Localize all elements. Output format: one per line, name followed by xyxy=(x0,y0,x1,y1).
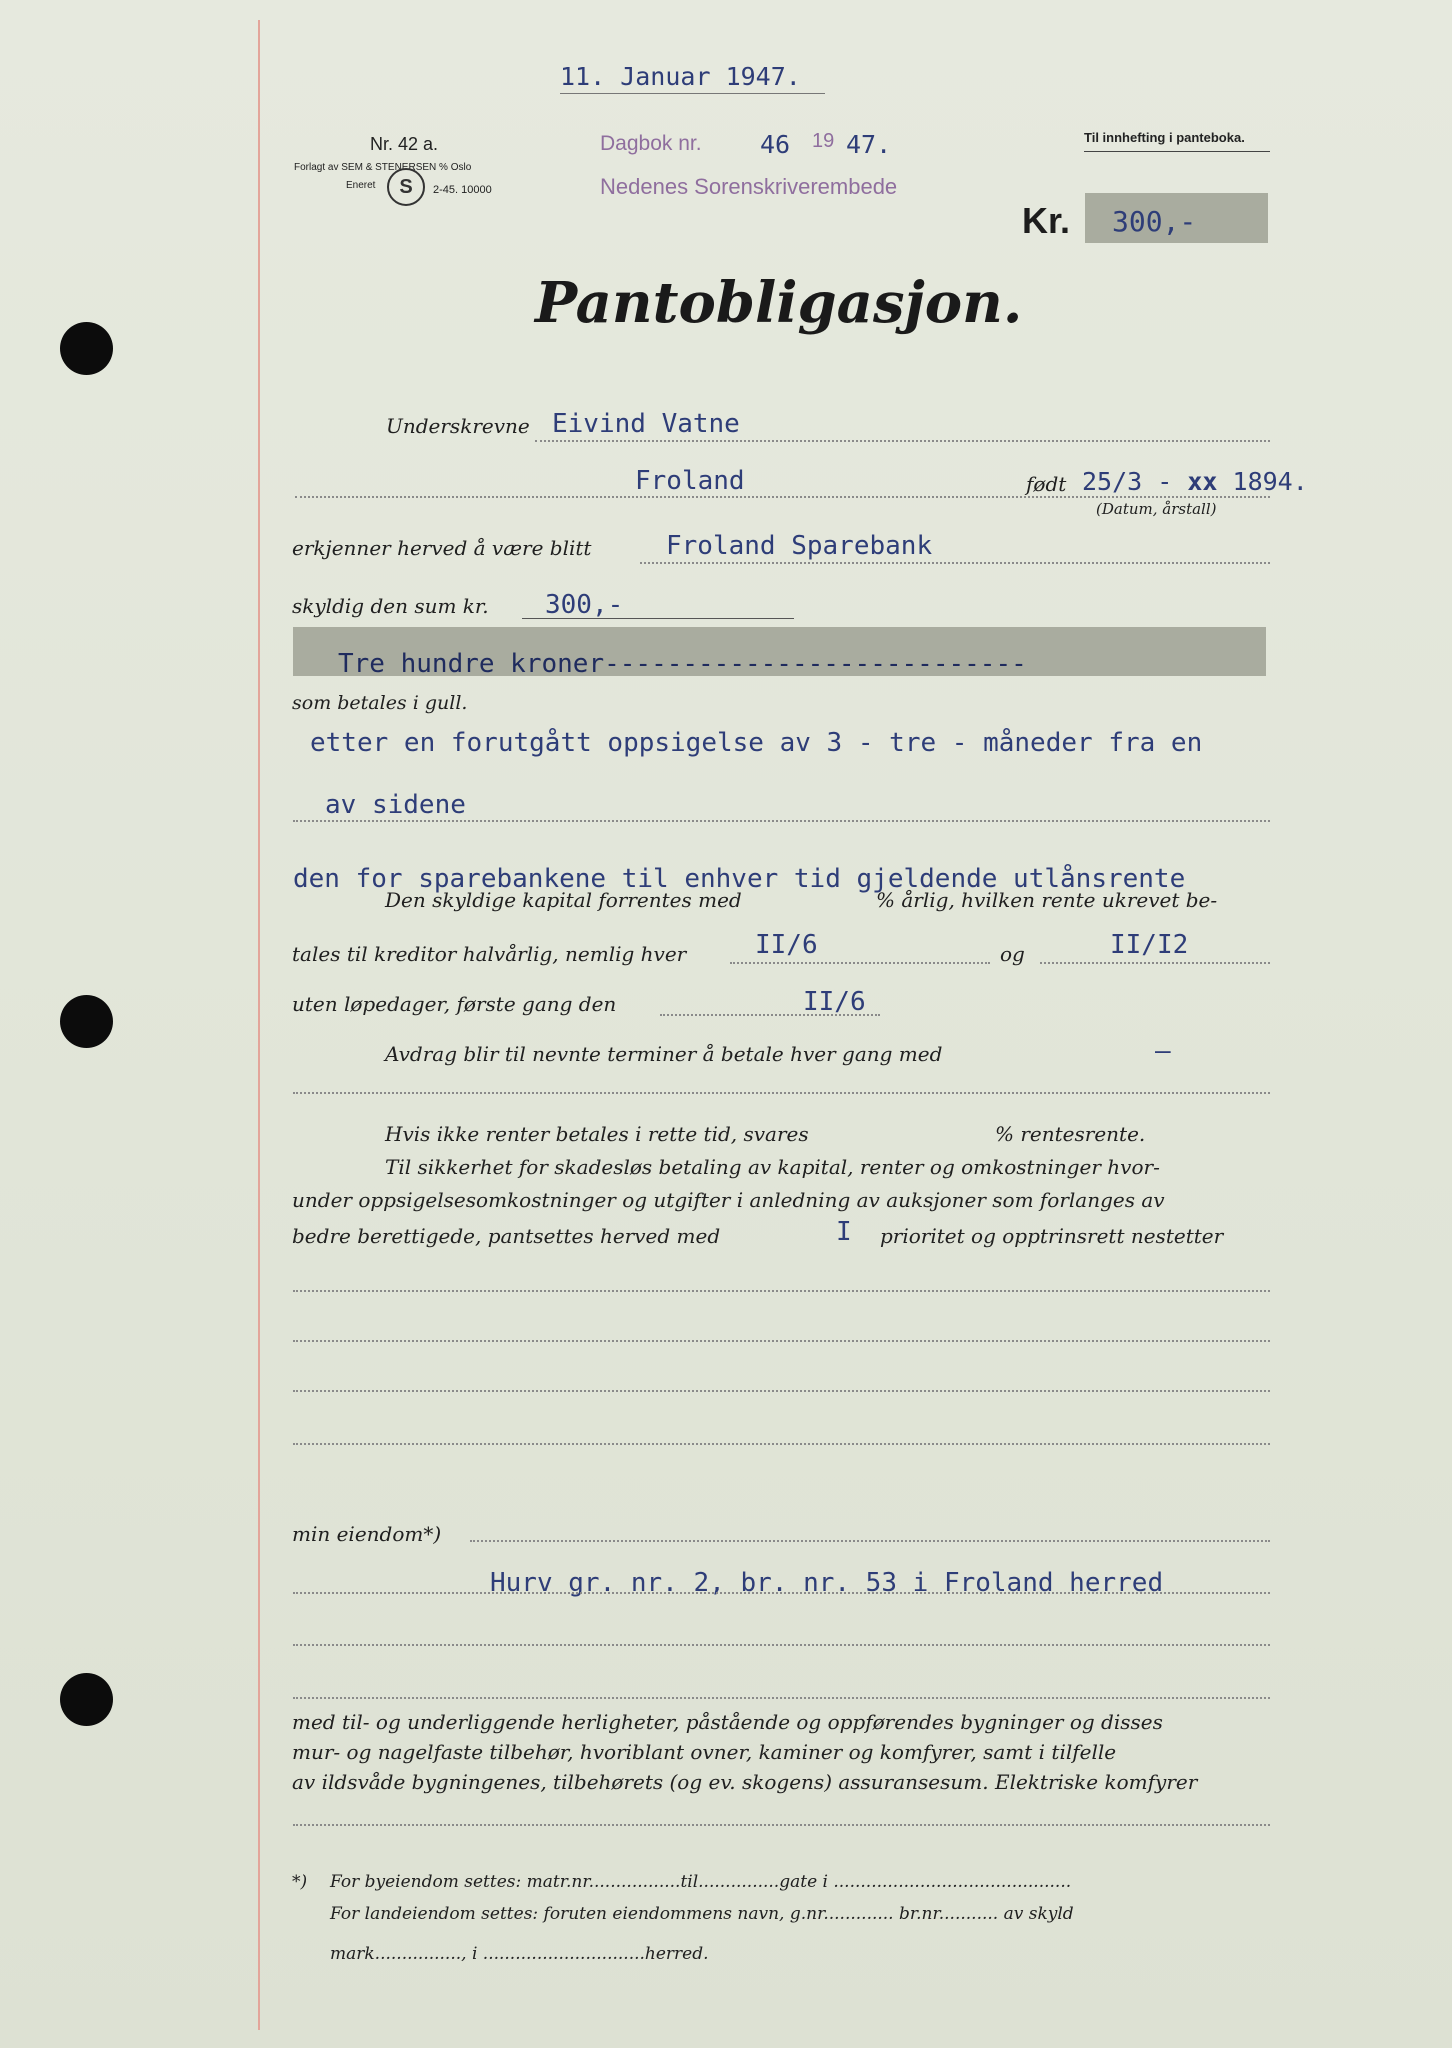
place-line xyxy=(295,496,1270,498)
born-date: 25/3 - xx 1894. xyxy=(1082,467,1308,496)
paid-date-1: II/6 xyxy=(755,930,818,960)
blank-line xyxy=(293,1290,1270,1292)
property-description: Hurv gr. nr. 2, br. nr. 53 i Froland herred xyxy=(490,1568,1164,1598)
date-line: 11. Januar 1947. xyxy=(560,62,801,91)
punch-hole xyxy=(60,322,113,375)
clause-line xyxy=(293,1824,1270,1826)
acknowledge-label: erkjenner herved å være blitt xyxy=(292,536,592,560)
installment-line xyxy=(293,1092,1270,1094)
blank-line xyxy=(293,1644,1270,1646)
diary-year-prefix: 19 xyxy=(812,130,835,152)
footnote-line-2: For landeiendom settes: foruten eiendommens navn, g.nr............. br.nr........... av skyld xyxy=(330,1904,1074,1924)
paid-date-1-line xyxy=(730,962,990,964)
property-line xyxy=(293,1592,1270,1594)
terms-line xyxy=(293,820,1270,822)
property-label: min eiendom*) xyxy=(292,1522,442,1546)
blank-line xyxy=(293,1443,1270,1445)
penalty-label-a: Hvis ikke renter betales i rette tid, svares xyxy=(385,1122,809,1146)
document-title: Pantobligasjon. xyxy=(535,270,1023,336)
clause-line-1: med til- og underliggende herligheter, påstående og oppførendes bygninger og disses xyxy=(292,1710,1163,1734)
interest-printed-b: % årlig, hvilken rente ukrevet be- xyxy=(876,888,1218,912)
date-underline xyxy=(560,93,825,94)
publisher-line: Forlagt av SEM & STENERSEN % Oslo xyxy=(294,162,472,173)
red-margin-line xyxy=(258,20,260,2030)
binding-note: Til innhefting i panteboka. xyxy=(1084,130,1245,145)
security-line-1: Til sikkerhet for skadesløs betaling av kapital, renter og omkostninger hvor- xyxy=(385,1155,1160,1179)
punch-hole xyxy=(60,995,113,1048)
installment-value: – xyxy=(1155,1036,1171,1066)
security-line-2: under oppsigelsesomkostninger og utgifter i anledning av auksjoner som forlanges av xyxy=(292,1188,1165,1212)
publisher-logo: S xyxy=(387,168,425,206)
interest-typed: den for sparebankene til enhver tid gjeldende utlånsrente xyxy=(293,864,1186,894)
undersigned-name: Eivind Vatne xyxy=(552,409,740,439)
terms-line-2: av sidene xyxy=(325,790,466,820)
office-stamp: Nedenes Sorenskriverembede xyxy=(600,174,898,199)
installment-label: Avdrag blir til nevnte terminer å betale hver gang med xyxy=(385,1042,943,1066)
blank-line xyxy=(293,1390,1270,1392)
owing-amount: 300,- xyxy=(545,590,624,620)
footnote-line-3: mark................, i ..............................herred. xyxy=(330,1944,709,1964)
paid-date-2: II/I2 xyxy=(1110,930,1189,960)
amount-in-words: Tre hundre kroner--------------------------- xyxy=(338,649,1027,679)
creditor-line xyxy=(640,562,1270,564)
publisher-eneret: Eneret xyxy=(346,180,376,191)
paid-date-2-line xyxy=(1040,962,1270,964)
publisher-print-run: 2-45. 10000 xyxy=(433,184,492,196)
security-line-3a: bedre berettigede, pantsettes herved med xyxy=(292,1224,721,1248)
first-payment-date: II/6 xyxy=(803,987,866,1017)
diary-stamp-label: Dagbok nr. xyxy=(600,132,702,155)
undersigned-label: Underskrevne xyxy=(386,414,530,438)
diary-number: 46 xyxy=(760,130,791,159)
clause-line-2: mur- og nagelfaste tilbehør, hvoriblant ovner, kaminer og komfyrer, samt i tilfelle xyxy=(292,1740,1117,1764)
gold-label: som betales i gull. xyxy=(292,692,468,714)
amount-value: 300,- xyxy=(1112,205,1197,238)
priority-value: I xyxy=(836,1217,852,1247)
penalty-label-b: % rentesrente. xyxy=(995,1122,1146,1146)
amount-label: Kr. xyxy=(1022,200,1071,241)
paid-and: og xyxy=(1000,942,1025,966)
paid-label: tales til kreditor halvårlig, nemlig hver xyxy=(292,942,687,966)
place: Froland xyxy=(635,466,745,496)
footnote-line-1: For byeiendom settes: matr.nr.................til...............gate i ............................................ xyxy=(330,1872,1072,1892)
footnote-mark: *) xyxy=(292,1872,308,1892)
interest-printed-a: Den skyldige kapital forrentes med xyxy=(385,888,742,912)
binding-note-underline xyxy=(1084,151,1270,152)
first-payment-label: uten løpedager, første gang den xyxy=(292,992,617,1016)
property-label-line xyxy=(470,1540,1270,1542)
born-label: født xyxy=(1026,472,1067,496)
clause-line-3: av ildsvåde bygningenes, tilbehørets (og ev. skogens) assuransesum. Elektriske komfyrer xyxy=(292,1770,1198,1794)
form-number: Nr. 42 a. xyxy=(370,134,439,154)
blank-line xyxy=(293,1697,1270,1699)
first-payment-line xyxy=(660,1014,880,1016)
blank-line xyxy=(293,1340,1270,1342)
born-hint: (Datum, årstall) xyxy=(1096,500,1217,518)
punch-hole xyxy=(60,1673,113,1726)
owing-line xyxy=(522,618,794,619)
diary-year: 47. xyxy=(846,130,892,159)
undersigned-line xyxy=(535,440,1270,442)
terms-line-1: etter en forutgått oppsigelse av 3 - tre - måneder fra en xyxy=(310,728,1203,758)
owing-label: skyldig den sum kr. xyxy=(292,594,489,618)
creditor-name: Froland Sparebank xyxy=(666,531,933,561)
security-line-3b: prioritet og opptrinsrett nestetter xyxy=(880,1224,1224,1248)
